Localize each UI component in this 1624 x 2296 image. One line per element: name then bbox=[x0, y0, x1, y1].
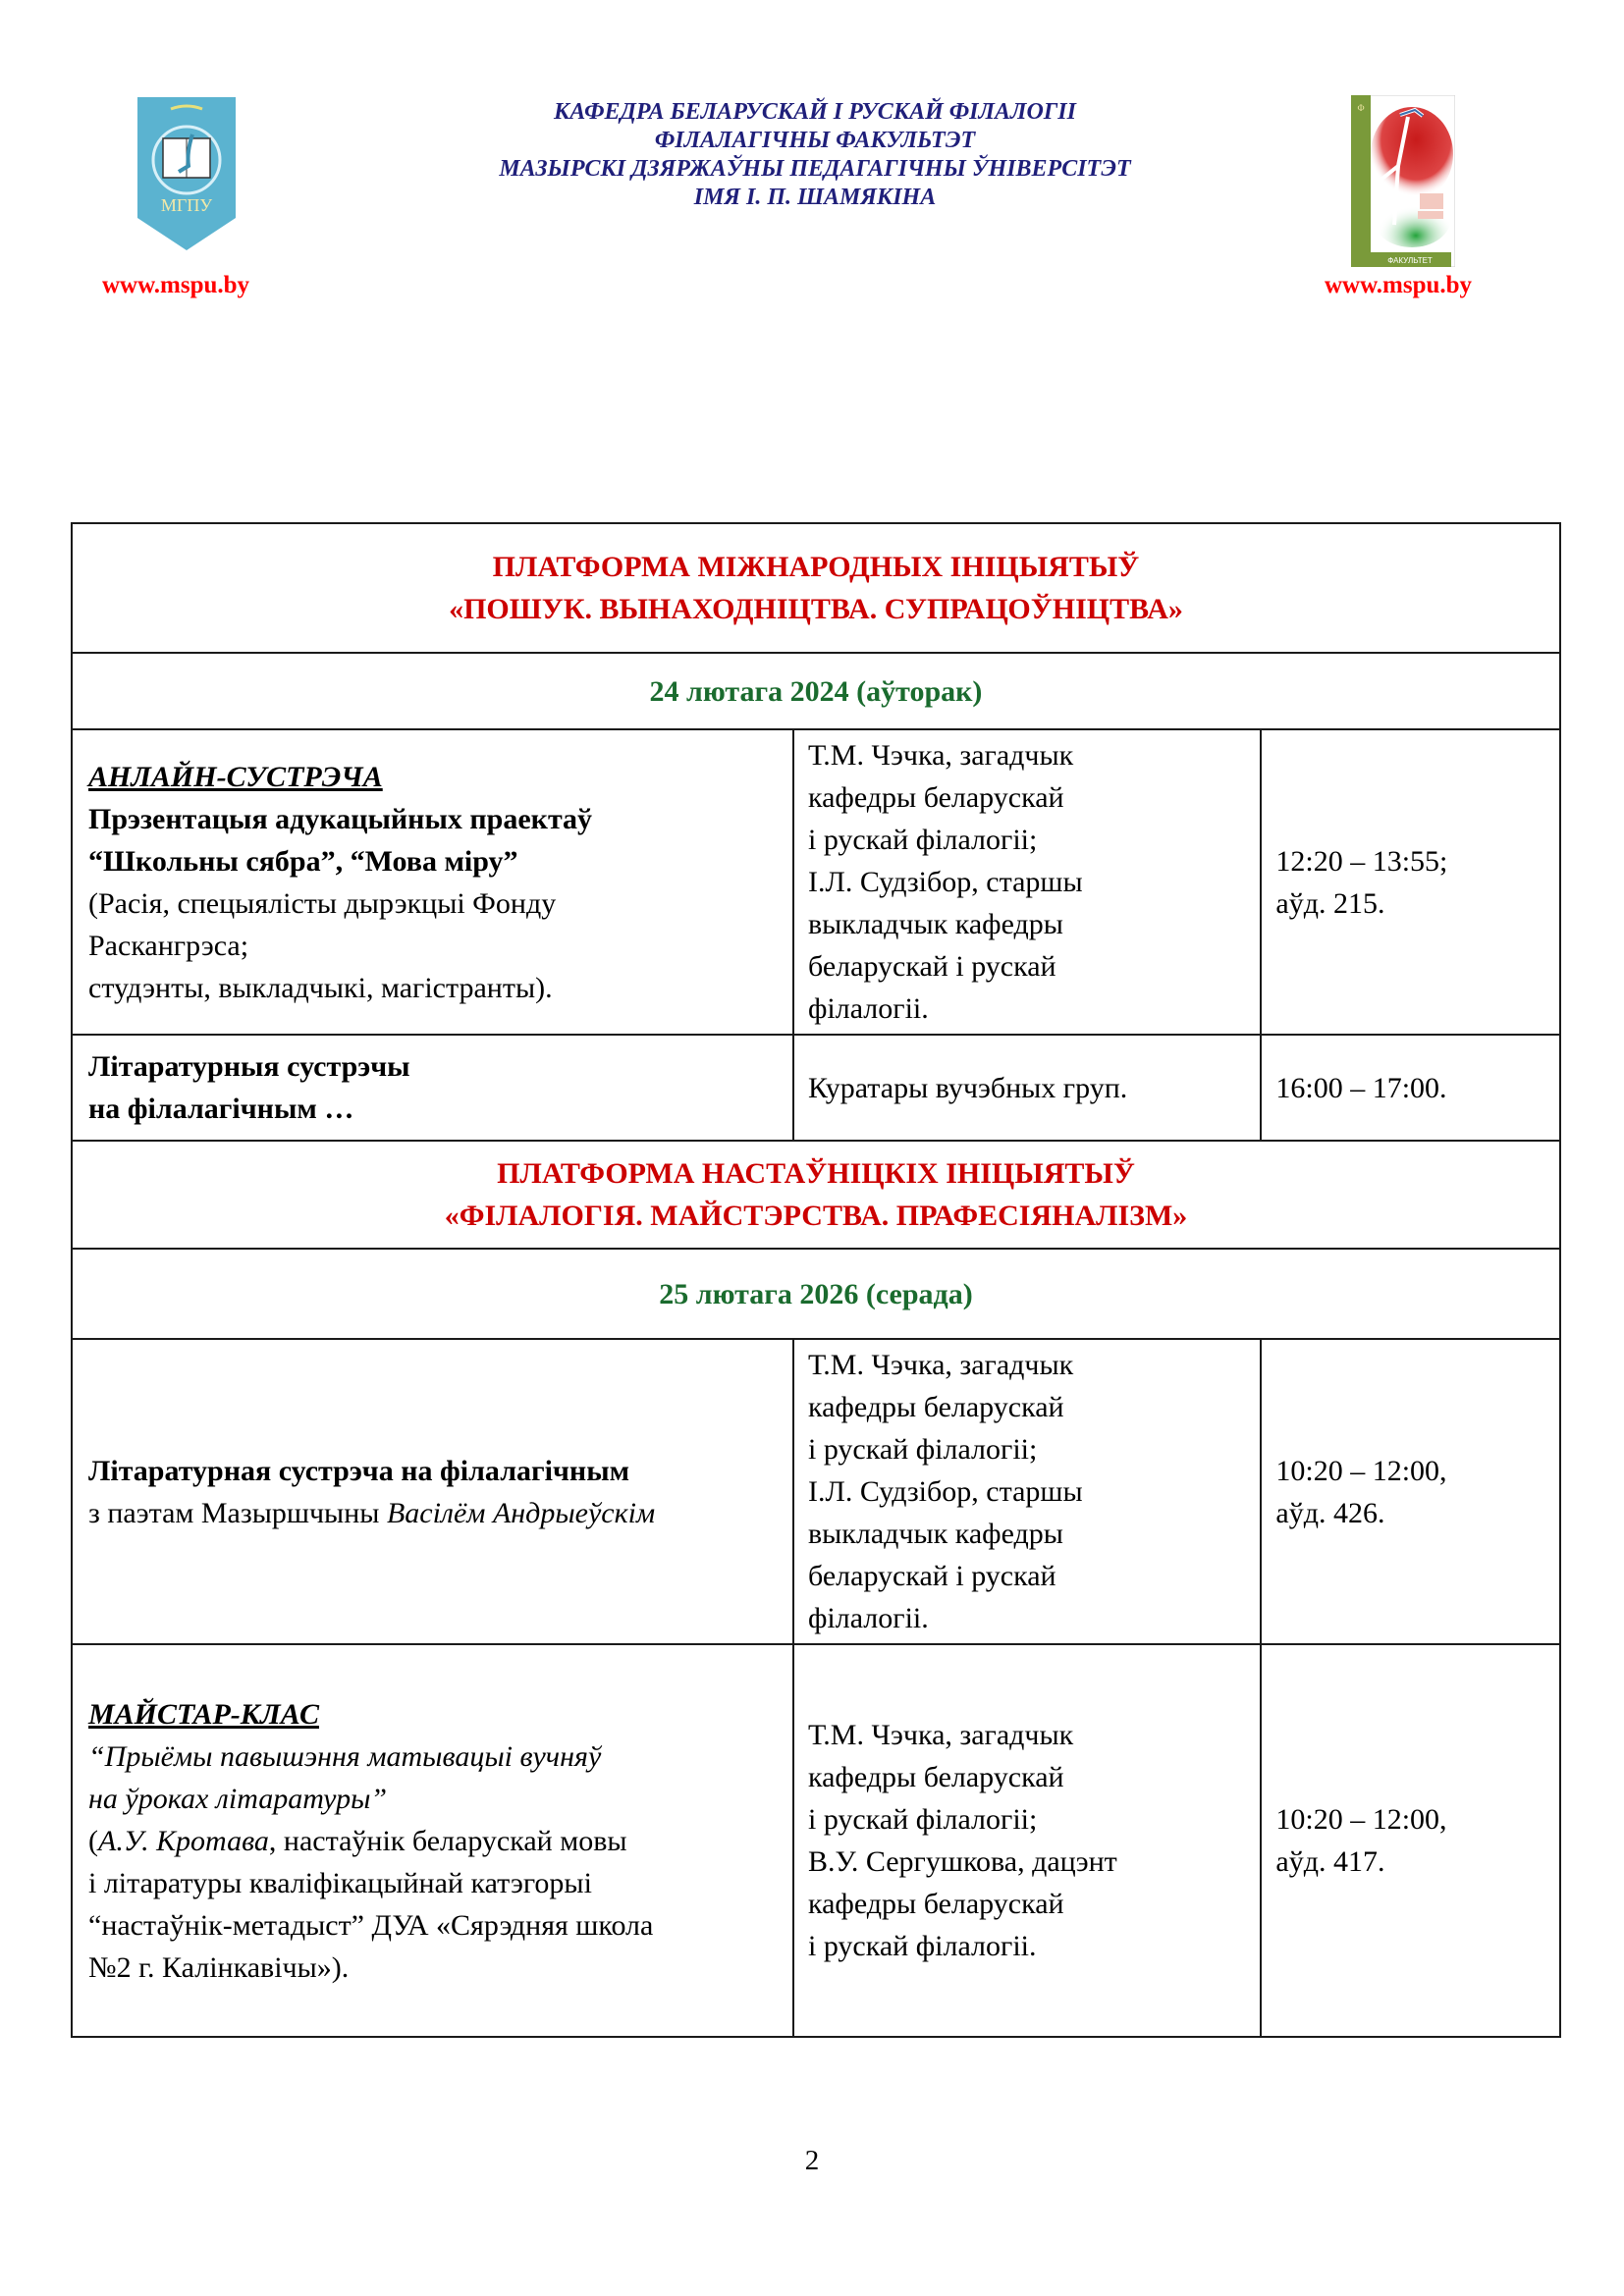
masterclass-title: “Прыёмы павышэння матывацыі вучняў bbox=[88, 1739, 602, 1773]
presenter-role-cont: №2 г. Калінкавічы»). bbox=[88, 1950, 350, 1984]
event-date: 24 лютага 2024 (аўторак) bbox=[72, 653, 1560, 729]
event-date: 25 лютага 2026 (серада) bbox=[72, 1249, 1560, 1339]
responsible-line: філалогіі. bbox=[807, 992, 929, 1025]
event-title-cont: “Школьны сябра”, “Мова міру” bbox=[88, 844, 518, 878]
header-line-namesake: ІМЯ І. П. ШАМЯКІНА bbox=[693, 185, 937, 210]
responsible-line: І.Л. Судзібор, старшы bbox=[807, 866, 1083, 898]
website-link-left[interactable]: www.mspu.by bbox=[102, 272, 250, 298]
header-line-department: КАФЕДРА БЕЛАРУСКАЙ І РУСКАЙ ФІЛАЛОГІІ bbox=[554, 99, 1076, 125]
header-line-faculty: ФІЛАЛАГІЧНЫ ФАКУЛЬТЭТ bbox=[654, 128, 976, 153]
page-number: 2 bbox=[804, 2145, 820, 2176]
event-responsible bbox=[793, 1339, 1261, 1644]
responsible-line: і рускай філалогіі; bbox=[807, 824, 1038, 856]
presenter-line bbox=[88, 1820, 777, 1862]
event-time: 10:20 – 12:00, bbox=[1275, 1454, 1447, 1487]
platform-row bbox=[72, 523, 1560, 653]
responsible-line: кафедры беларускай bbox=[807, 1761, 1064, 1793]
platform-slogan: «ПОШУК. ВЫНАХОДНІЦТВА. СУПРАЦОЎНІЦТВА» bbox=[449, 593, 1183, 625]
date-row bbox=[72, 1249, 1560, 1339]
event-title-cont: на філалагічным … bbox=[88, 1093, 354, 1125]
responsible-line: і рускай філалогіі; bbox=[807, 1803, 1038, 1836]
svg-text:МГПУ: МГПУ bbox=[160, 195, 213, 215]
responsible-line: Т.М. Чэчка, загадчык bbox=[807, 739, 1074, 772]
date-row bbox=[72, 653, 1560, 729]
responsible-line: Куратары вучэбных груп. bbox=[807, 1071, 1128, 1104]
event-time: 10:20 – 12:00, bbox=[1275, 1803, 1447, 1836]
event-participants: (Расія, спецыялісты дырэкцыі Фонду bbox=[88, 886, 557, 920]
responsible-line: беларускай і рускай bbox=[807, 1560, 1056, 1592]
event-description bbox=[72, 1644, 793, 2037]
event-participants-cont: Раскангрэса; bbox=[88, 929, 249, 962]
event-title: Літаратурныя сустрэчы bbox=[88, 1050, 410, 1083]
responsible-line: кафедры беларускай bbox=[807, 1888, 1064, 1920]
responsible-line: кафедры беларускай bbox=[807, 1391, 1064, 1423]
event-time: 16:00 – 17:00. bbox=[1275, 1071, 1447, 1104]
responsible-line: і рускай філалогіі; bbox=[807, 1433, 1038, 1466]
event-title: Прэзентацыя адукацыйных праектаў bbox=[88, 802, 593, 835]
responsible-line: Т.М. Чэчка, загадчык bbox=[807, 1349, 1074, 1381]
event-schedule-table bbox=[71, 522, 1561, 2038]
event-room: аўд. 417. bbox=[1275, 1845, 1385, 1878]
header-line-university: МАЗЫРСКІ ДЗЯРЖАЎНЫ ПЕДАГАГІЧНЫ ЎНІВЕРСІТЭТ bbox=[499, 156, 1131, 182]
event-responsible bbox=[793, 729, 1261, 1035]
table-row bbox=[72, 1339, 1560, 1644]
presenter-role-cont: і літаратуры кваліфікацыйнай катэгорыі bbox=[88, 1866, 592, 1899]
responsible-line: выкладчык кафедры bbox=[807, 908, 1063, 940]
responsible-line: выкладчык кафедры bbox=[807, 1518, 1063, 1550]
responsible-line: В.У. Сергушкова, дацэнт bbox=[807, 1845, 1117, 1878]
event-description bbox=[72, 1035, 793, 1141]
platform-name: ПЛАТФОРМА НАСТАЎНІЦКІХ ІНІЦЫЯТЫЎ bbox=[497, 1157, 1135, 1190]
philology-faculty-logo-icon bbox=[1351, 95, 1455, 267]
event-kind: МАЙСТАР-КЛАС bbox=[88, 1697, 319, 1731]
svg-text:ФАКУЛЬТЕТ: ФАКУЛЬТЕТ bbox=[1387, 256, 1433, 265]
event-time-place bbox=[1261, 1644, 1560, 2037]
event-description bbox=[72, 729, 793, 1035]
event-responsible bbox=[793, 1644, 1261, 2037]
platform-slogan: «ФІЛАЛОГІЯ. МАЙСТЭРСТВА. ПРАФЕСІЯНАЛІЗМ» bbox=[444, 1200, 1188, 1232]
event-time-place bbox=[1261, 1339, 1560, 1644]
table-row bbox=[72, 1644, 1560, 2037]
responsible-line: кафедры беларускай bbox=[807, 781, 1064, 814]
event-title: Літаратурная сустрэча на філалагічным bbox=[88, 1454, 630, 1487]
event-room: аўд. 215. bbox=[1275, 886, 1385, 920]
platform-title-international bbox=[72, 523, 1560, 653]
platform-title-teachers bbox=[72, 1141, 1560, 1249]
paren: ( bbox=[88, 1824, 98, 1857]
responsible-line: Т.М. Чэчка, загадчык bbox=[807, 1719, 1074, 1751]
event-subtitle bbox=[88, 1492, 777, 1534]
table-row bbox=[72, 729, 1560, 1035]
event-kind: АНЛАЙН-СУСТРЭЧА bbox=[88, 760, 383, 793]
responsible-line: І.Л. Судзібор, старшы bbox=[807, 1475, 1083, 1508]
presenter-role-cont: “настаўнік-метадыст” ДУА «Сярэдняя школа bbox=[88, 1908, 654, 1942]
event-participants-cont: студэнты, выкладчыкі, магістранты). bbox=[88, 971, 553, 1004]
table-row bbox=[72, 1035, 1560, 1141]
event-subtitle-text: з паэтам Мазыршчыны bbox=[88, 1496, 387, 1529]
svg-text:Ф: Ф bbox=[1357, 103, 1365, 113]
responsible-line: беларускай і рускай bbox=[807, 950, 1056, 983]
event-description bbox=[72, 1339, 793, 1644]
masterclass-title-cont: на ўроках літаратуры” bbox=[88, 1782, 388, 1815]
website-link-right[interactable]: www.mspu.by bbox=[1325, 272, 1473, 298]
event-room: аўд. 426. bbox=[1275, 1496, 1385, 1529]
mgpu-logo-icon bbox=[135, 95, 238, 252]
institution-header bbox=[393, 98, 1237, 212]
event-time-place bbox=[1261, 1035, 1560, 1141]
platform-name: ПЛАТФОРМА МІЖНАРОДНЫХ ІНІЦЫЯТЫЎ bbox=[492, 551, 1140, 583]
event-time: 12:20 – 13:55; bbox=[1275, 844, 1448, 878]
event-responsible bbox=[793, 1035, 1261, 1141]
presenter-role: , настаўнік беларускай мовы bbox=[268, 1824, 627, 1857]
platform-row bbox=[72, 1141, 1560, 1249]
responsible-line: і рускай філалогіі. bbox=[807, 1930, 1037, 1962]
presenter-name: А.У. Кротава bbox=[98, 1824, 269, 1857]
guest-name: Васілём Андрыеўскім bbox=[386, 1496, 656, 1529]
event-time-place bbox=[1261, 729, 1560, 1035]
responsible-line: філалогіі. bbox=[807, 1602, 929, 1634]
